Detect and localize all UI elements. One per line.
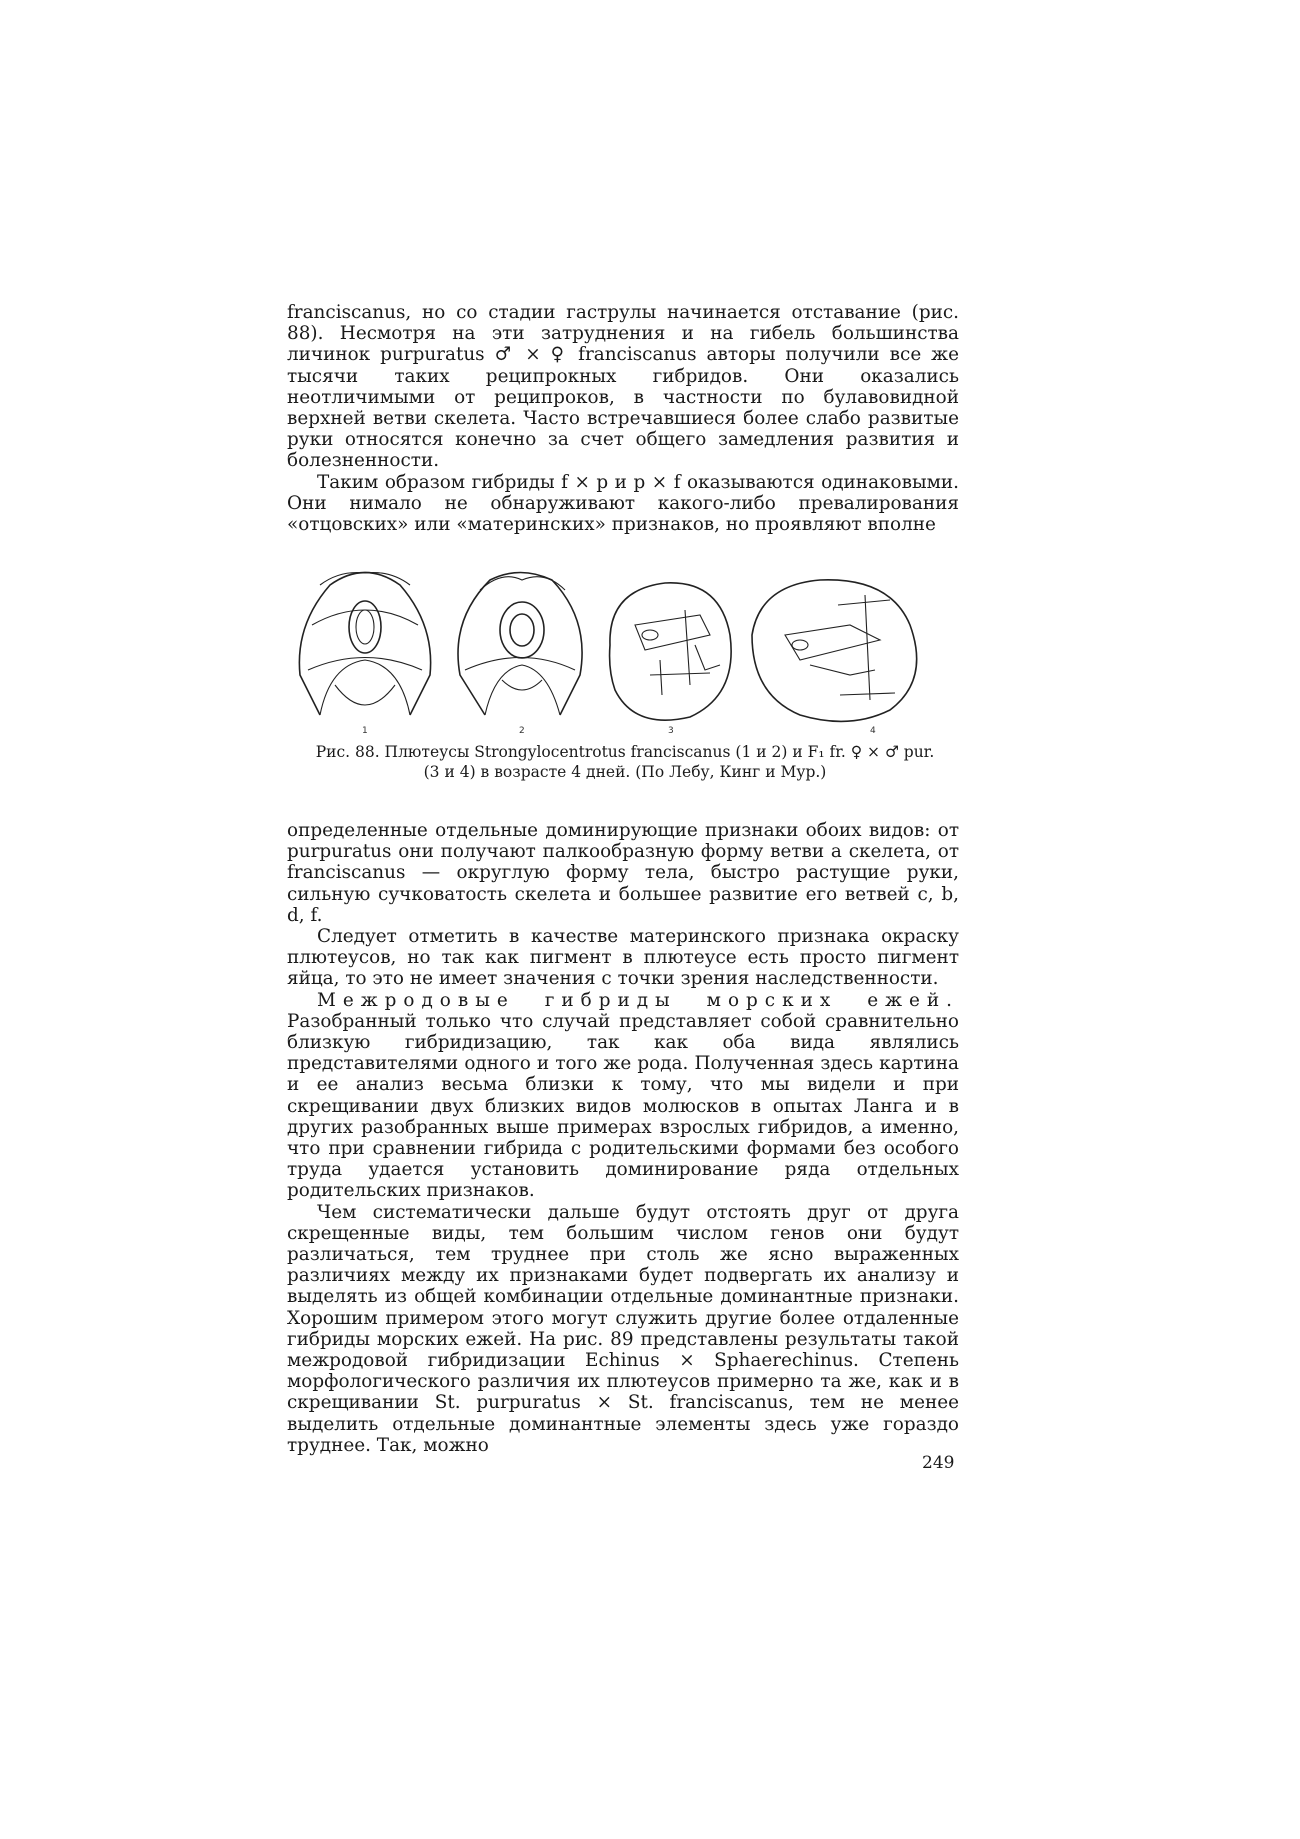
caption-line-2: (3 и 4) в возрасте 4 дней. (По Лебу, Кинг и Мур.): [423, 763, 827, 781]
section-text: Разобранный только что случай представляет собой сравнительно близкую гибридизацию, так как оба вида являлись представителями одного и того же рода. Полученная здесь картина и ее анализ весьма близки к тому, что мы видели и при скрещивании двух близких видов молюсков в опытах Ланга и в других разобранных выше примерах взрослых гибридов, а именно, что при сравнении гибрида с родительскими формами без особого труда удается установить доминирование ряда отдельных родительских признаков.: [287, 1010, 959, 1202]
panel-label-1: 1: [362, 726, 368, 735]
paragraph-4: Следует отметить в качестве материнского признака окраску плютеусов, но так как пигмент в плютеусе есть просто пигмент яйца, то это не имеет значения с точки зрения наследственности.: [287, 926, 959, 990]
paragraph-3: определенные отдельные доминирующие признаки обоих видов: от purpuratus они получают палкообразную форму ветви a скелета, от franciscanus — округлую форму тела, быстро растущие руки, сильную сучковатость скелета и большее развитие его ветвей c, b, d, f.: [287, 820, 959, 926]
section-heading: Межродовые гибриды морских ежей.: [317, 989, 959, 1011]
pluteus-panel-3: [610, 583, 732, 735]
pluteus-panel-4: [752, 580, 917, 735]
page-number: 249: [922, 1453, 955, 1473]
paragraph-1: franciscanus, но со стадии гаструлы начинается отставание (рис. 88). Несмотря на эти затруднения и на гибель большинства личинок purpuratus ♂ × ♀ franciscanus авторы получили все же тысячи таких реципрокных гибридов. Они оказались неотличимыми от реципроков, в частности по булавовидной верхней ветви скелета. Часто встречавшиеся более слабо развитые руки относятся конечно за счет общего замедления развития и болезненности.: [287, 302, 959, 472]
panel-label-3: 3: [668, 726, 674, 735]
paragraph-5: [287, 990, 959, 1202]
top-text-block: [287, 302, 959, 535]
pluteus-panel-1: [299, 573, 430, 736]
figure-caption: [287, 742, 963, 782]
pluteus-drawings: [290, 565, 960, 735]
figure-88: [290, 565, 960, 735]
panel-label-2: 2: [519, 726, 525, 735]
caption-line-1: Рис. 88. Плютеусы Strongylocentrotus franciscanus (1 и 2) и F₁ fr. ♀ × ♂ pur.: [315, 743, 935, 761]
panel-label-4: 4: [870, 726, 876, 735]
paragraph-6: Чем систематически дальше будут отстоять друг от друга скрещенные виды, тем большим числом генов они будут различаться, тем труднее при столь же ясно выраженных различиях между их признаками будет подвергать их анализу и выделять из общей комбинации отдельные доминантные признаки. Хорошим примером этого могут служить другие более отдаленные гибриды морских ежей. На рис. 89 представлены результаты такой межродовой гибридизации Echinus × Sphaerechinus. Степень морфологического различия их плютеусов примерно та же, как и в скрещивании St. purpuratus × St. franciscanus, тем не менее выделить отдельные доминантные элементы здесь уже гораздо труднее. Так, можно: [287, 1201, 959, 1456]
pluteus-panel-2: [458, 573, 582, 736]
bottom-text-block: [287, 820, 959, 1456]
paragraph-2: Таким образом гибриды f × p и p × f оказываются одинаковыми. Они нимало не обнаруживают какого-либо превалирования «отцовских» или «материнских» признаков, но проявляют вполне: [287, 471, 959, 536]
